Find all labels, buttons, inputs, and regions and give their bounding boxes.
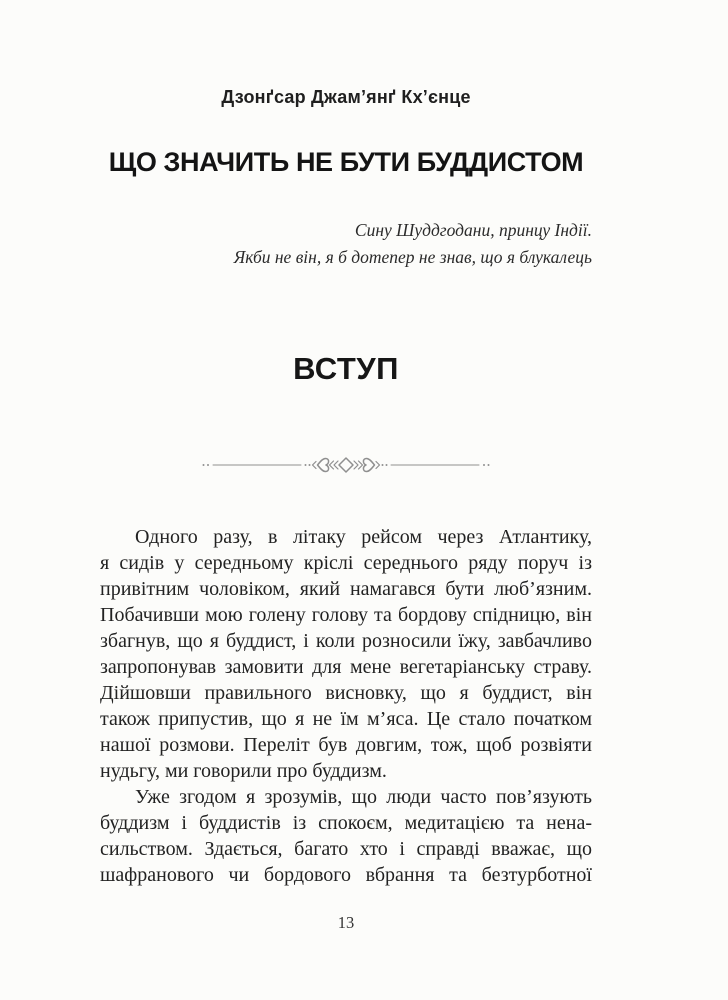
dedication-line: Якби не він, я б дотепер не знав, що я блукалець [233,247,592,267]
text-line: нудьгу, ми говорили про буддизм. [100,760,387,782]
book-title: ЩО ЗНАЧИТЬ НЕ БУТИ БУДДИСТОМ [108,147,584,177]
dedication [100,217,604,271]
text-line: Побачивши мою голену голову та бордову спідницю, він [100,604,592,626]
text-line: нашої розмови. Переліт був довгим, тож, щоб розвіяти [100,734,592,756]
text-line: Уже згодом я зрозумів, що люди часто пов’язують [135,786,592,808]
text-line: Дійшовши правильного висновку, що я буддист, він [100,682,592,704]
body-text [100,524,592,888]
chapter-title: ВСТУП [293,351,399,386]
section-divider [100,452,592,478]
text-line: привітним чоловіком, який намагався бути люб’язним. [100,578,592,600]
text-line: сильством. Здається, багато хто і справді вважає, що [100,838,592,860]
page-number: 13 [337,913,355,932]
floral-hearts-diamond-divider-icon [201,452,491,478]
text-line: також припустив, що я не їм м’яса. Це стало початком [100,708,592,730]
author-name: Дзонґсар Джам’янґ Кх’єнце [221,87,471,107]
text-line: збагнув, що я буддист, і коли розносили їжу, завбачливо [100,630,592,652]
text-line: шафранового чи бордового вбрання та безтурботної [100,864,592,886]
text-line: я сидів у середньому кріслі середнього ряду поруч із [100,552,592,574]
paragraph [100,524,592,784]
text-line: запропонував замовити для мене вегетаріанську страву. [100,656,592,678]
paragraph [100,784,592,888]
text-line: Одного разу, в літаку рейсом через Атлантику, [135,526,592,548]
dedication-line: Сину Шуддгодани, принцу Індії. [354,220,592,240]
text-line: буддизм і буддистів із спокоєм, медитацією та нена- [100,812,592,834]
